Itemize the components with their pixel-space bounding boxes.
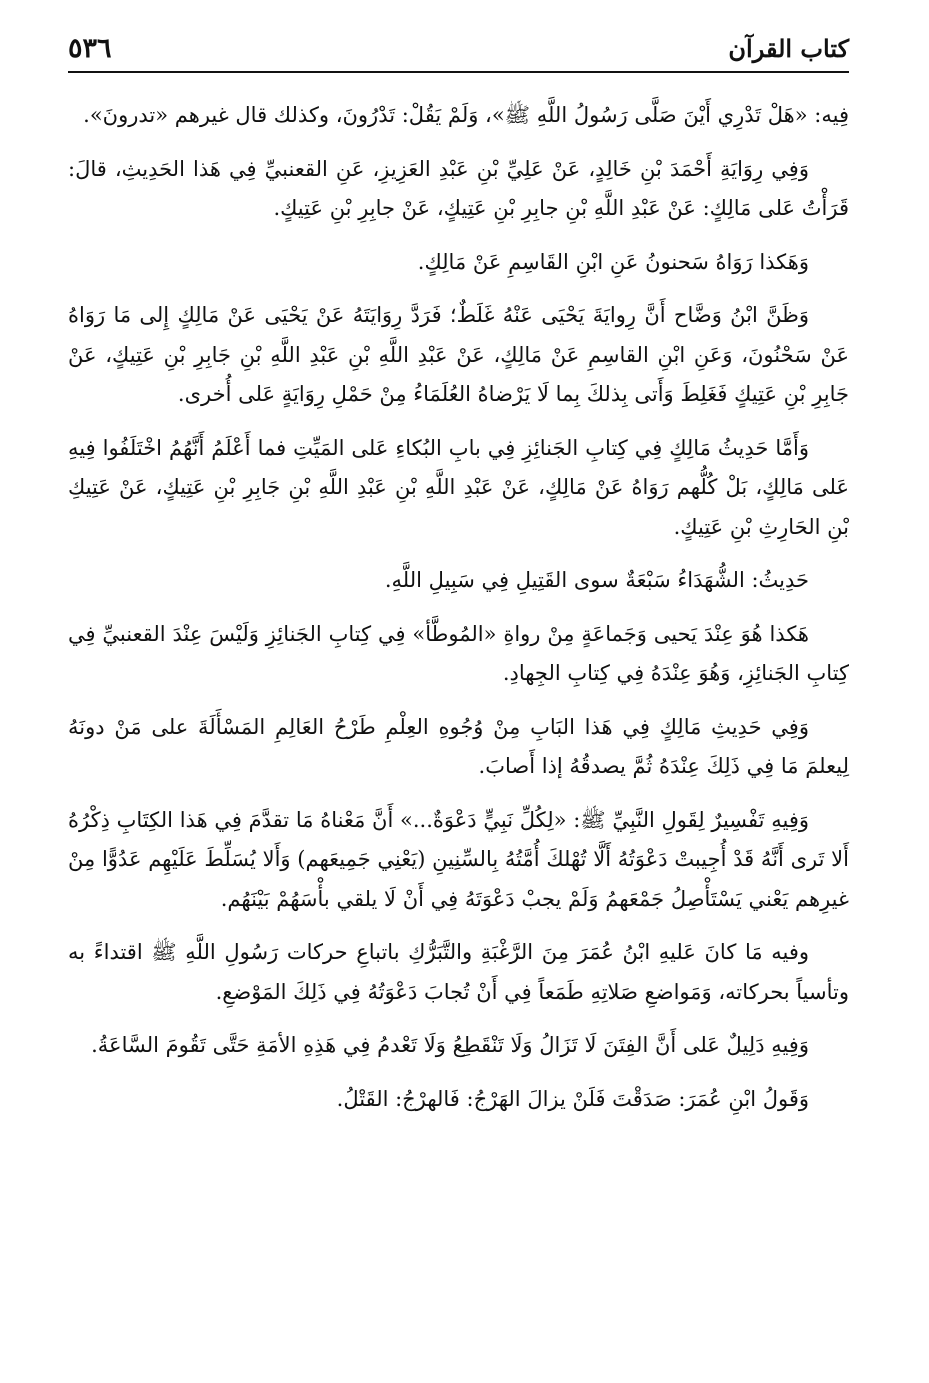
page-header — [68, 24, 849, 72]
running-title: كتاب القرآن — [728, 33, 849, 63]
header-rule — [68, 71, 849, 73]
paragraph: حَدِيثُ: الشُّهَدَاءُ سَبْعَةٌ سوى القَتِيلِ فِي سَبِيلِ اللَّهِ. — [384, 568, 809, 592]
body-text — [68, 96, 849, 1133]
paragraph: هَكذا هُوَ عِنْدَ يَحيى وَجَماعَةٍ مِنْ رواةِ «المُوطَّأ» فِي كِتابِ الجَنائِزِ وَلَيْسَ عِنْدَ القعنبيِّ فِي كِتابِ الجَنائِزِ، وَهُوَ عِنْدَهُ فِي كِتابِ الجِهادِ. — [68, 621, 849, 685]
paragraph: وَقَولُ ابْنِ عُمَرَ: صَدَقْتَ فَلَنْ يزالَ الهَرْجُ: فَالهرْجُ: القَتْلُ. — [336, 1086, 809, 1111]
paragraph: وفيه مَا كانَ عَليهِ ابْنُ عُمَرَ مِنَ الرَّغْبَةِ والتَّبَرُّكِ باتباعِ حركات رَسُولِ اللَّهِ ﷺ اقتداءً به وتأسياً بحركاته، وَمَواضعِ صَلاتِهِ طَمَعاً فِي أَنْ تُجابَ دَعْوَتُهُ فِي ذَلِكَ المَوْضعِ. — [68, 940, 849, 1004]
paragraph: وَظَنَّ ابْنُ وَضَّاح أَنَّ رِوايَةَ يَحْيَى عَنْهُ غَلَطٌ؛ فَرَدَّ رِوَايَتَهُ عَنْ يَحْيَى عَنْ مَالِكٍ إِلى مَا رَوَاهُ عَنْ سَحْنُونَ، وَعَنِ ابْنِ القاسِمِ عَنْ مَالِكٍ، عَنْ عَبْدِ اللَّهِ بْنِ عَبْدِ اللَّهِ بْنِ جَابِرِ بْنِ عَتِيكٍ، عَنْ جَابِرِ بْنِ عَتِيكٍ فَغَلِطَ وَأَتى بِذلكَ بِما لَا يَرْضاهُ العُلَمَاءُ مِنْ حَمْلِ رِوَايَةٍ عَلى أُخرى. — [68, 303, 849, 406]
paragraph: وَأَمَّا حَدِيثُ مَالِكٍ فِي كِتابِ الجَنائِزِ فِي بابِ البُكاءِ عَلى المَيِّتِ فما أَعْلَمُ أَنَّهُمُ اخْتَلَفُوا فِيهِ عَلى مَالِكٍ، بَلْ كُلُّهم رَوَاهُ عَنْ مَالِكٍ، عَنْ عَبْدِ اللَّهِ بْنِ عَبْدِ اللَّهِ بْنِ جَابِرِ بْنِ عَتِيكٍ، عَنْ عَتِيكِ بْنِ الحَارِثِ بْنِ عَتِيكٍ. — [68, 435, 849, 539]
paragraph: فِيه: «هَلْ تَدْرِي أَيْنَ صَلَّى رَسُولُ اللَّهِ ﷺ»، وَلَمْ يَقُلْ: تَدْرُونَ، وكذلك قال غيرهم «تدرونَ». — [83, 103, 849, 127]
page-number: ٥٣٦ — [68, 32, 112, 64]
paragraph: وَفِيهِ تَفْسِيرٌ لِقَولِ النَّبِيِّ ﷺ: «لِكُلِّ نَبِيٍّ دَعْوَةٌ...» أَنَّ مَعْناهُ مَا تقدَّمَ فِي هَذا الكِتَابِ ذِكْرُهُ أَلا تَرى أَنَّهُ قَدْ أُجِيبتْ دَعْوَتُهُ أَلَّا تُهْلكَ أُمَّتُهُ بِالسِّنِينِ (يَعْنِي جَمِيعَهم) وَأَلا يُسَلِّطَ عَلَيْهِم عَدُوًّا مِنْ غيرِهم يَعْني يَسْتَأْصِلُ جَمْعَهمُ وَلَمْ يجبْ دَعْوَتَهُ فِي أَنْ لَا يلقي بأْسَهُمْ بَيْنَهُم. — [68, 807, 849, 911]
paragraph: وَهَكذا رَوَاهُ سَحنونُ عَنِ ابْنِ القَاسِمِ عَنْ مَالِكٍ. — [417, 249, 809, 274]
paragraph: وَفِي حَدِيثِ مَالِكٍ فِي هَذا البَابِ مِنْ وُجُوهِ العِلْمِ طَرْحُ العَالِمِ المَسْأَلَةَ على مَنْ دونَهُ لِيعلمَ مَا فِي ذَلِكَ عِنْدَهُ ثُمَّ يصدقُهُ إذا أَصابَ. — [68, 714, 849, 778]
paragraph: وَفِيهِ دَلِيلٌ عَلى أَنَّ الفِتَنَ لَا تَزَالُ وَلَا تَنْقَطِعُ وَلَا تَعْدمُ فِي هَذِهِ الأمَةِ حَتَّى تَقُومَ السَّاعَةُ. — [91, 1033, 809, 1057]
paragraph: وَفِي رِوَايَةِ أَحْمَدَ بْنِ خَالِدٍ، عَنْ عَلِيِّ بْنِ عَبْدِ العَزِيزِ، عَنِ القعنبيِّ فِي هَذا الحَدِيثِ، قالَ: قَرَأْتُ عَلى مَالِكٍ: عَنْ عَبْدِ اللَّهِ بْنِ جابِرِ بْنِ عَتِيكٍ، عَنْ جابِرِ بْنِ عَتِيكٍ. — [68, 156, 849, 220]
